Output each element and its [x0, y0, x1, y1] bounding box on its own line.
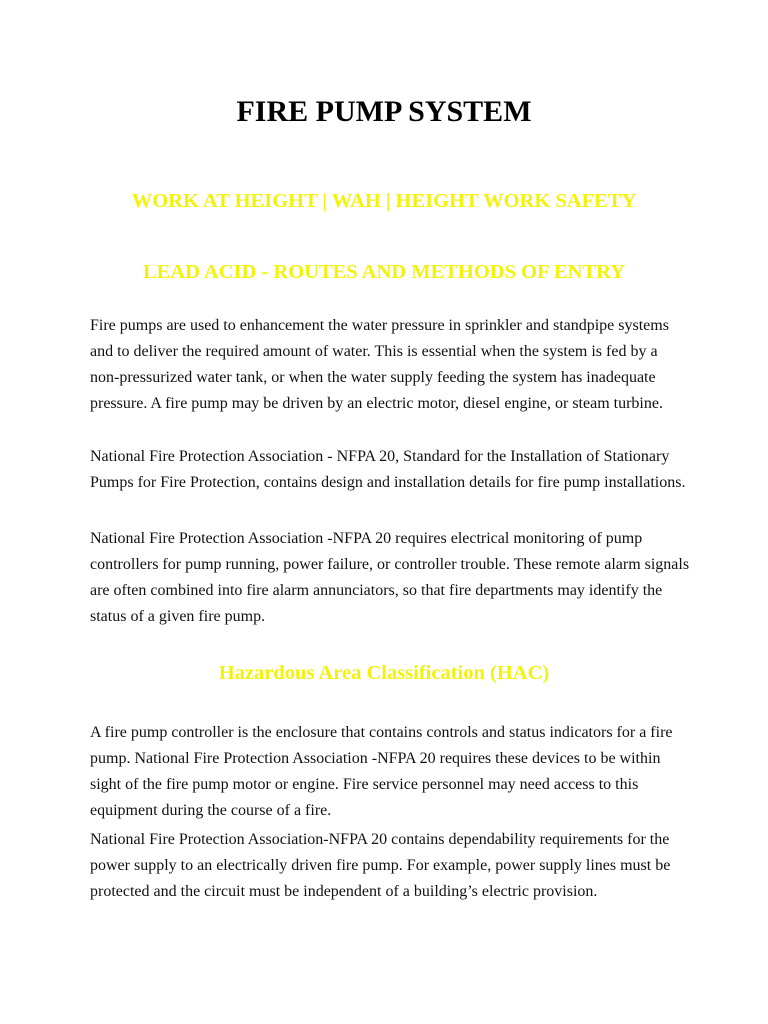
lead-acid-link[interactable]: LEAD ACID - ROUTES AND METHODS OF ENTRY	[142, 261, 626, 283]
paragraph-fire-pumps-intro: Fire pumps are used to enhancement the water pressure in sprinkler and standpipe systems and to deliver the required amount of water. This is essential when the system is fed by a non-pressurized water tank, or when the water supply feeding the system has inadequate pressure. A fire pump may be driven by an electric motor, diesel engine, or steam turbine.	[90, 317, 669, 412]
paragraph-power-supply: National Fire Protection Association-NFPA 20 contains dependability requirements for the power supply to an electrically driven fire pump. For example, power supply lines must be protected and the circuit must be independent of a building’s electric provision.	[90, 831, 671, 900]
page-title: FIRE PUMP SYSTEM	[236, 95, 532, 128]
paragraph-fire-pump-controller: A fire pump controller is the enclosure that contains controls and status indicators for a fire pump. National Fire Protection Association -NFPA 20 requires these devices to be within sight of the fire pump motor or engine. Fire service personnel may need access to this equipment during the course of a fire.	[90, 724, 673, 819]
hazardous-area-classification-link[interactable]: Hazardous Area Classification (HAC)	[218, 662, 550, 684]
work-at-height-link[interactable]: WORK AT HEIGHT | WAH | HEIGHT WORK SAFETY	[131, 190, 637, 212]
paragraph-nfpa20-monitoring: National Fire Protection Association -NFPA 20 requires electrical monitoring of pump controllers for pump running, power failure, or controller trouble. These remote alarm signals are often combined into fire alarm annunciators, so that fire departments may identify the status of a given fire pump.	[90, 530, 690, 625]
paragraph-nfpa20-standard: National Fire Protection Association - NFPA 20, Standard for the Installation of Stationary Pumps for Fire Protection, contains design and installation details for fire pump installations.	[90, 448, 686, 491]
